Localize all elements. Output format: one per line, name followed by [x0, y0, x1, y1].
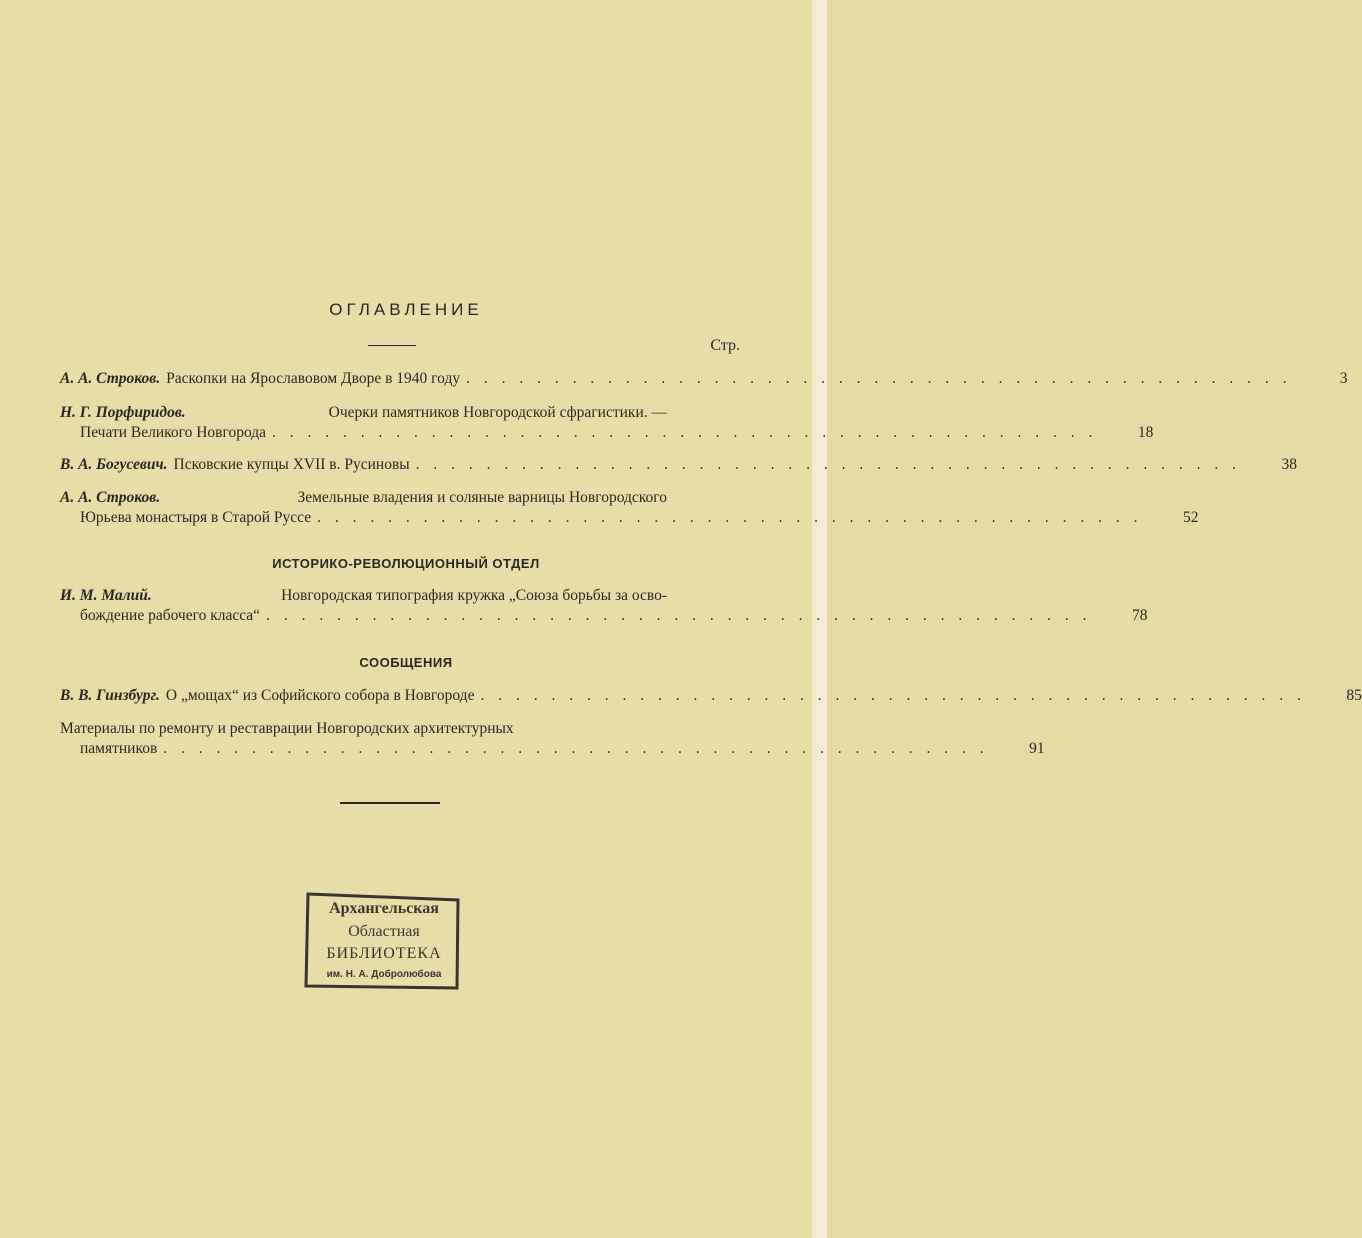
entry-title-continued: Печати Великого Новгорода: [80, 424, 267, 441]
entry-title: Земельные владения и соляные варницы Новгородского: [297, 489, 667, 506]
stamp-line: БИБЛИОТЕКА: [326, 945, 442, 962]
leader-dots: . . . . . . . . . . . . . . . . . . . . . . . . . . . . . . . . . . . . . . . . . . . . . . .: [466, 370, 1292, 387]
entry-title: Материалы по ремонту и реставрации Новгородских архитектурных: [60, 720, 514, 737]
toc-entry: [60, 488, 1199, 528]
entry-page: 38: [1281, 456, 1298, 473]
entry-author: И. М. Малий.: [60, 587, 152, 604]
entry-title: Раскопки на Ярославовом Дворе в 1940 году: [166, 370, 461, 387]
entry-page: 85: [1346, 687, 1362, 704]
entry-title: Очерки памятников Новгородской сфрагистики. —: [328, 404, 667, 421]
toc-entry: [60, 403, 1154, 443]
section-heading-revolution: ИСТОРИКО-РЕВОЛЮЦИОННЫЙ ОТДЕЛ: [272, 556, 540, 571]
toc-entry: [60, 586, 1148, 626]
entry-title: Псковские купцы XVII в. Русиновы: [173, 456, 410, 473]
page-column-label: Стр.: [710, 337, 740, 354]
leader-dots: . . . . . . . . . . . . . . . . . . . . . . . . . . . . . . . . . . . . . . . . . . . . . . .: [272, 424, 1098, 441]
entry-title-continued: бождение рабочего класса“: [80, 607, 261, 624]
entry-page: 18: [1137, 424, 1154, 441]
toc-entry: [60, 455, 1298, 475]
leader-dots: . . . . . . . . . . . . . . . . . . . . . . . . . . . . . . . . . . . . . . . . . . . . . . .: [163, 740, 989, 757]
stamp-line: Областная: [348, 923, 420, 940]
closing-rule: [340, 802, 440, 804]
entry-page: 3: [1339, 370, 1348, 387]
leader-dots: . . . . . . . . . . . . . . . . . . . . . . . . . . . . . . . . . . . . . . . . . . . . . . .: [415, 456, 1242, 473]
entry-author: В. А. Богусевич.: [60, 456, 168, 473]
stamp-line: им. Н. А. Добролюбова: [326, 969, 442, 980]
entry-title: Новгородская типография кружка „Союза борьбы за осво-: [281, 587, 667, 604]
toc-entry: [60, 719, 1045, 759]
page-title: ОГЛАВЛЕНИЕ: [329, 300, 483, 319]
leader-dots: . . . . . . . . . . . . . . . . . . . . . . . . . . . . . . . . . . . . . . . . . . . . . . .: [317, 509, 1143, 526]
entry-page: 78: [1131, 607, 1148, 624]
leader-dots: . . . . . . . . . . . . . . . . . . . . . . . . . . . . . . . . . . . . . . . . . . . . . . .: [480, 687, 1306, 704]
entry-page: 91: [1029, 740, 1045, 757]
entry-title-continued: памятников: [80, 740, 158, 757]
leader-dots: . . . . . . . . . . . . . . . . . . . . . . . . . . . . . . . . . . . . . . . . . . . . . . .: [266, 607, 1092, 624]
entry-page: 52: [1182, 509, 1199, 526]
toc-entry: [60, 686, 1362, 706]
title-rule: [368, 345, 416, 346]
entry-author: А. А. Строков.: [60, 489, 161, 506]
section-heading-reports: СООБЩЕНИЯ: [359, 655, 453, 670]
entry-author: В. В. Гинзбург.: [60, 687, 160, 704]
stamp-line: Архангельская: [329, 900, 439, 917]
library-stamp: [302, 892, 460, 992]
entry-author: А. А. Строков.: [60, 370, 161, 387]
entry-title: О „мощах“ из Софийского собора в Новгороде: [165, 687, 475, 704]
entry-title-continued: Юрьева монастыря в Старой Руссе: [80, 509, 312, 526]
entry-author: Н. Г. Порфиридов.: [60, 404, 186, 421]
toc-entry: [60, 369, 1348, 389]
